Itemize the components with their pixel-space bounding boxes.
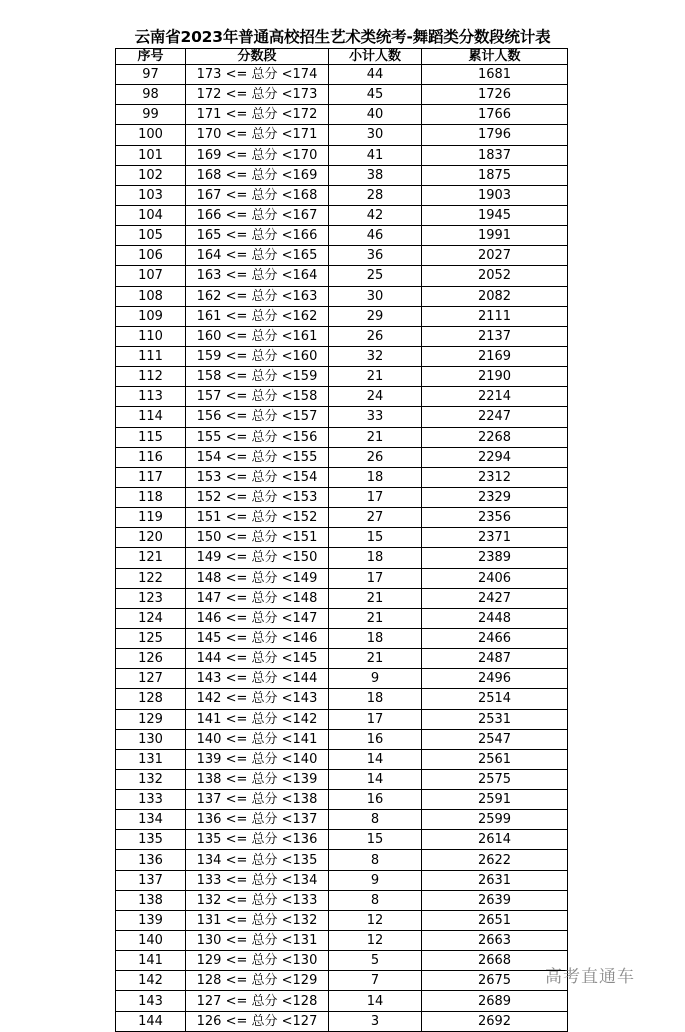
cell-subtotal: 24 xyxy=(329,387,422,407)
cell-serial: 123 xyxy=(116,588,186,608)
cell-subtotal: 16 xyxy=(329,729,422,749)
cell-subtotal: 14 xyxy=(329,769,422,789)
cell-score-range: 173 <= 总分 <174 xyxy=(186,65,329,85)
cell-cumulative: 1875 xyxy=(422,165,568,185)
table-body xyxy=(116,65,568,1032)
table-row xyxy=(116,951,568,971)
cell-cumulative: 2406 xyxy=(422,568,568,588)
cell-score-range: 137 <= 总分 <138 xyxy=(186,790,329,810)
cell-subtotal: 18 xyxy=(329,689,422,709)
cell-subtotal: 41 xyxy=(329,145,422,165)
cell-serial: 125 xyxy=(116,628,186,648)
cell-serial: 129 xyxy=(116,709,186,729)
table-row xyxy=(116,508,568,528)
cell-score-range: 154 <= 总分 <155 xyxy=(186,447,329,467)
table-row xyxy=(116,306,568,326)
cell-cumulative: 2312 xyxy=(422,467,568,487)
cell-subtotal: 5 xyxy=(329,951,422,971)
cell-subtotal: 8 xyxy=(329,890,422,910)
header-score-range: 分数段 xyxy=(186,49,329,65)
cell-serial: 120 xyxy=(116,528,186,548)
cell-subtotal: 30 xyxy=(329,125,422,145)
cell-serial: 124 xyxy=(116,608,186,628)
cell-serial: 121 xyxy=(116,548,186,568)
cell-cumulative: 2389 xyxy=(422,548,568,568)
cell-subtotal: 36 xyxy=(329,246,422,266)
cell-serial: 127 xyxy=(116,669,186,689)
cell-cumulative: 2247 xyxy=(422,407,568,427)
cell-cumulative: 2614 xyxy=(422,830,568,850)
cell-subtotal: 7 xyxy=(329,971,422,991)
table-row xyxy=(116,810,568,830)
cell-serial: 142 xyxy=(116,971,186,991)
cell-score-range: 165 <= 总分 <166 xyxy=(186,226,329,246)
cell-subtotal: 21 xyxy=(329,608,422,628)
cell-serial: 126 xyxy=(116,649,186,669)
cell-subtotal: 12 xyxy=(329,931,422,951)
watermark: 高考直通车 xyxy=(545,967,635,987)
table-row xyxy=(116,709,568,729)
cell-score-range: 150 <= 总分 <151 xyxy=(186,528,329,548)
table-row xyxy=(116,326,568,346)
cell-subtotal: 17 xyxy=(329,709,422,729)
cell-serial: 118 xyxy=(116,487,186,507)
cell-score-range: 133 <= 总分 <134 xyxy=(186,870,329,890)
cell-cumulative: 2214 xyxy=(422,387,568,407)
cell-cumulative: 1837 xyxy=(422,145,568,165)
table-row xyxy=(116,145,568,165)
cell-cumulative: 2268 xyxy=(422,427,568,447)
cell-serial: 102 xyxy=(116,165,186,185)
table-row xyxy=(116,346,568,366)
cell-score-range: 162 <= 总分 <163 xyxy=(186,286,329,306)
cell-serial: 130 xyxy=(116,729,186,749)
cell-subtotal: 21 xyxy=(329,588,422,608)
cell-score-range: 163 <= 总分 <164 xyxy=(186,266,329,286)
cell-cumulative: 2111 xyxy=(422,306,568,326)
cell-serial: 115 xyxy=(116,427,186,447)
cell-cumulative: 2496 xyxy=(422,669,568,689)
cell-serial: 134 xyxy=(116,810,186,830)
table-row xyxy=(116,226,568,246)
table-row xyxy=(116,830,568,850)
cell-score-range: 138 <= 总分 <139 xyxy=(186,769,329,789)
cell-serial: 143 xyxy=(116,991,186,1011)
cell-serial: 99 xyxy=(116,105,186,125)
cell-score-range: 142 <= 总分 <143 xyxy=(186,689,329,709)
cell-cumulative: 2169 xyxy=(422,346,568,366)
cell-cumulative: 2631 xyxy=(422,870,568,890)
cell-subtotal: 42 xyxy=(329,205,422,225)
cell-subtotal: 3 xyxy=(329,1011,422,1031)
cell-score-range: 134 <= 总分 <135 xyxy=(186,850,329,870)
cell-cumulative: 2448 xyxy=(422,608,568,628)
table-row xyxy=(116,105,568,125)
cell-serial: 98 xyxy=(116,85,186,105)
cell-cumulative: 2575 xyxy=(422,769,568,789)
cell-cumulative: 2599 xyxy=(422,810,568,830)
table-row xyxy=(116,65,568,85)
cell-score-range: 127 <= 总分 <128 xyxy=(186,991,329,1011)
cell-cumulative: 1681 xyxy=(422,65,568,85)
cell-serial: 114 xyxy=(116,407,186,427)
cell-serial: 101 xyxy=(116,145,186,165)
cell-score-range: 164 <= 总分 <165 xyxy=(186,246,329,266)
table-row xyxy=(116,246,568,266)
cell-cumulative: 1903 xyxy=(422,185,568,205)
cell-cumulative: 2561 xyxy=(422,749,568,769)
cell-subtotal: 21 xyxy=(329,427,422,447)
table-row xyxy=(116,689,568,709)
cell-cumulative: 2514 xyxy=(422,689,568,709)
table-row xyxy=(116,568,568,588)
cell-score-range: 126 <= 总分 <127 xyxy=(186,1011,329,1031)
cell-serial: 137 xyxy=(116,870,186,890)
cell-serial: 139 xyxy=(116,910,186,930)
cell-subtotal: 18 xyxy=(329,628,422,648)
table-row xyxy=(116,1011,568,1031)
cell-serial: 107 xyxy=(116,266,186,286)
cell-serial: 113 xyxy=(116,387,186,407)
cell-serial: 138 xyxy=(116,890,186,910)
cell-score-range: 145 <= 总分 <146 xyxy=(186,628,329,648)
table-row xyxy=(116,427,568,447)
cell-score-range: 167 <= 总分 <168 xyxy=(186,185,329,205)
cell-subtotal: 32 xyxy=(329,346,422,366)
header-serial: 序号 xyxy=(116,49,186,65)
cell-subtotal: 17 xyxy=(329,568,422,588)
table-row xyxy=(116,85,568,105)
cell-score-range: 135 <= 总分 <136 xyxy=(186,830,329,850)
cell-serial: 131 xyxy=(116,749,186,769)
cell-score-range: 132 <= 总分 <133 xyxy=(186,890,329,910)
cell-cumulative: 2356 xyxy=(422,508,568,528)
cell-subtotal: 18 xyxy=(329,467,422,487)
cell-cumulative: 2689 xyxy=(422,991,568,1011)
cell-score-range: 147 <= 总分 <148 xyxy=(186,588,329,608)
cell-serial: 133 xyxy=(116,790,186,810)
cell-subtotal: 9 xyxy=(329,870,422,890)
table-row xyxy=(116,367,568,387)
cell-serial: 119 xyxy=(116,508,186,528)
table-row xyxy=(116,991,568,1011)
cell-cumulative: 2639 xyxy=(422,890,568,910)
cell-subtotal: 26 xyxy=(329,326,422,346)
cell-score-range: 172 <= 总分 <173 xyxy=(186,85,329,105)
table-row xyxy=(116,528,568,548)
cell-cumulative: 2692 xyxy=(422,1011,568,1031)
table-row xyxy=(116,931,568,951)
cell-serial: 111 xyxy=(116,346,186,366)
cell-cumulative: 2531 xyxy=(422,709,568,729)
cell-cumulative: 2427 xyxy=(422,588,568,608)
cell-subtotal: 46 xyxy=(329,226,422,246)
table-row xyxy=(116,467,568,487)
table-row xyxy=(116,850,568,870)
header-cumulative: 累计人数 xyxy=(422,49,568,65)
cell-cumulative: 2027 xyxy=(422,246,568,266)
table-row xyxy=(116,487,568,507)
table-header-row xyxy=(116,49,568,65)
cell-subtotal: 15 xyxy=(329,830,422,850)
cell-subtotal: 15 xyxy=(329,528,422,548)
cell-score-range: 170 <= 总分 <171 xyxy=(186,125,329,145)
cell-cumulative: 2663 xyxy=(422,931,568,951)
cell-serial: 97 xyxy=(116,65,186,85)
table-row xyxy=(116,669,568,689)
cell-score-range: 139 <= 总分 <140 xyxy=(186,749,329,769)
cell-serial: 116 xyxy=(116,447,186,467)
table-row xyxy=(116,890,568,910)
cell-cumulative: 2052 xyxy=(422,266,568,286)
cell-subtotal: 27 xyxy=(329,508,422,528)
cell-score-range: 155 <= 总分 <156 xyxy=(186,427,329,447)
cell-score-range: 151 <= 总分 <152 xyxy=(186,508,329,528)
cell-subtotal: 30 xyxy=(329,286,422,306)
cell-cumulative: 1766 xyxy=(422,105,568,125)
table-row xyxy=(116,588,568,608)
cell-cumulative: 1726 xyxy=(422,85,568,105)
cell-cumulative: 2371 xyxy=(422,528,568,548)
cell-serial: 128 xyxy=(116,689,186,709)
table-row xyxy=(116,971,568,991)
cell-cumulative: 2622 xyxy=(422,850,568,870)
cell-subtotal: 21 xyxy=(329,649,422,669)
cell-score-range: 129 <= 总分 <130 xyxy=(186,951,329,971)
table-row xyxy=(116,266,568,286)
table-row xyxy=(116,286,568,306)
cell-serial: 135 xyxy=(116,830,186,850)
cell-subtotal: 18 xyxy=(329,548,422,568)
cell-serial: 106 xyxy=(116,246,186,266)
cell-score-range: 159 <= 总分 <160 xyxy=(186,346,329,366)
cell-subtotal: 25 xyxy=(329,266,422,286)
cell-score-range: 136 <= 总分 <137 xyxy=(186,810,329,830)
cell-serial: 100 xyxy=(116,125,186,145)
cell-subtotal: 40 xyxy=(329,105,422,125)
cell-score-range: 149 <= 总分 <150 xyxy=(186,548,329,568)
cell-score-range: 153 <= 总分 <154 xyxy=(186,467,329,487)
cell-cumulative: 2082 xyxy=(422,286,568,306)
cell-score-range: 157 <= 总分 <158 xyxy=(186,387,329,407)
cell-score-range: 160 <= 总分 <161 xyxy=(186,326,329,346)
table-row xyxy=(116,125,568,145)
cell-subtotal: 28 xyxy=(329,185,422,205)
cell-cumulative: 2547 xyxy=(422,729,568,749)
cell-score-range: 148 <= 总分 <149 xyxy=(186,568,329,588)
table-row xyxy=(116,548,568,568)
cell-score-range: 166 <= 总分 <167 xyxy=(186,205,329,225)
cell-score-range: 158 <= 总分 <159 xyxy=(186,367,329,387)
cell-serial: 109 xyxy=(116,306,186,326)
cell-serial: 103 xyxy=(116,185,186,205)
table-row xyxy=(116,185,568,205)
cell-cumulative: 2487 xyxy=(422,649,568,669)
cell-score-range: 144 <= 总分 <145 xyxy=(186,649,329,669)
cell-cumulative: 2668 xyxy=(422,951,568,971)
cell-cumulative: 2675 xyxy=(422,971,568,991)
cell-subtotal: 45 xyxy=(329,85,422,105)
cell-subtotal: 17 xyxy=(329,487,422,507)
cell-serial: 110 xyxy=(116,326,186,346)
cell-subtotal: 14 xyxy=(329,991,422,1011)
cell-score-range: 131 <= 总分 <132 xyxy=(186,910,329,930)
cell-cumulative: 2190 xyxy=(422,367,568,387)
cell-score-range: 128 <= 总分 <129 xyxy=(186,971,329,991)
score-distribution-table xyxy=(115,48,568,1032)
cell-subtotal: 12 xyxy=(329,910,422,930)
cell-serial: 108 xyxy=(116,286,186,306)
cell-subtotal: 44 xyxy=(329,65,422,85)
cell-serial: 122 xyxy=(116,568,186,588)
table-row xyxy=(116,628,568,648)
cell-cumulative: 1991 xyxy=(422,226,568,246)
cell-score-range: 156 <= 总分 <157 xyxy=(186,407,329,427)
cell-serial: 141 xyxy=(116,951,186,971)
cell-cumulative: 1796 xyxy=(422,125,568,145)
table-row xyxy=(116,910,568,930)
cell-serial: 112 xyxy=(116,367,186,387)
cell-cumulative: 2137 xyxy=(422,326,568,346)
cell-score-range: 130 <= 总分 <131 xyxy=(186,931,329,951)
table-row xyxy=(116,649,568,669)
cell-score-range: 169 <= 总分 <170 xyxy=(186,145,329,165)
table-row xyxy=(116,769,568,789)
cell-score-range: 140 <= 总分 <141 xyxy=(186,729,329,749)
table-row xyxy=(116,790,568,810)
cell-score-range: 161 <= 总分 <162 xyxy=(186,306,329,326)
cell-score-range: 141 <= 总分 <142 xyxy=(186,709,329,729)
page-title: 云南省2023年普通高校招生艺术类统考-舞蹈类分数段统计表 xyxy=(134,28,551,46)
cell-cumulative: 2466 xyxy=(422,628,568,648)
cell-serial: 117 xyxy=(116,467,186,487)
table-row xyxy=(116,205,568,225)
cell-subtotal: 29 xyxy=(329,306,422,326)
cell-cumulative: 1945 xyxy=(422,205,568,225)
cell-score-range: 146 <= 总分 <147 xyxy=(186,608,329,628)
cell-serial: 105 xyxy=(116,226,186,246)
cell-score-range: 152 <= 总分 <153 xyxy=(186,487,329,507)
cell-subtotal: 9 xyxy=(329,669,422,689)
cell-subtotal: 33 xyxy=(329,407,422,427)
cell-subtotal: 16 xyxy=(329,790,422,810)
cell-serial: 140 xyxy=(116,931,186,951)
cell-subtotal: 8 xyxy=(329,850,422,870)
header-subtotal: 小计人数 xyxy=(329,49,422,65)
table-row xyxy=(116,749,568,769)
table-row xyxy=(116,870,568,890)
cell-serial: 136 xyxy=(116,850,186,870)
cell-score-range: 171 <= 总分 <172 xyxy=(186,105,329,125)
cell-cumulative: 2294 xyxy=(422,447,568,467)
table-row xyxy=(116,407,568,427)
table-row xyxy=(116,729,568,749)
cell-subtotal: 8 xyxy=(329,810,422,830)
cell-subtotal: 14 xyxy=(329,749,422,769)
cell-serial: 132 xyxy=(116,769,186,789)
table-row xyxy=(116,608,568,628)
cell-serial: 104 xyxy=(116,205,186,225)
cell-cumulative: 2329 xyxy=(422,487,568,507)
cell-score-range: 168 <= 总分 <169 xyxy=(186,165,329,185)
cell-score-range: 143 <= 总分 <144 xyxy=(186,669,329,689)
table-row xyxy=(116,165,568,185)
cell-cumulative: 2591 xyxy=(422,790,568,810)
cell-subtotal: 26 xyxy=(329,447,422,467)
cell-subtotal: 38 xyxy=(329,165,422,185)
cell-serial: 144 xyxy=(116,1011,186,1031)
table-row xyxy=(116,387,568,407)
cell-cumulative: 2651 xyxy=(422,910,568,930)
cell-subtotal: 21 xyxy=(329,367,422,387)
table-row xyxy=(116,447,568,467)
